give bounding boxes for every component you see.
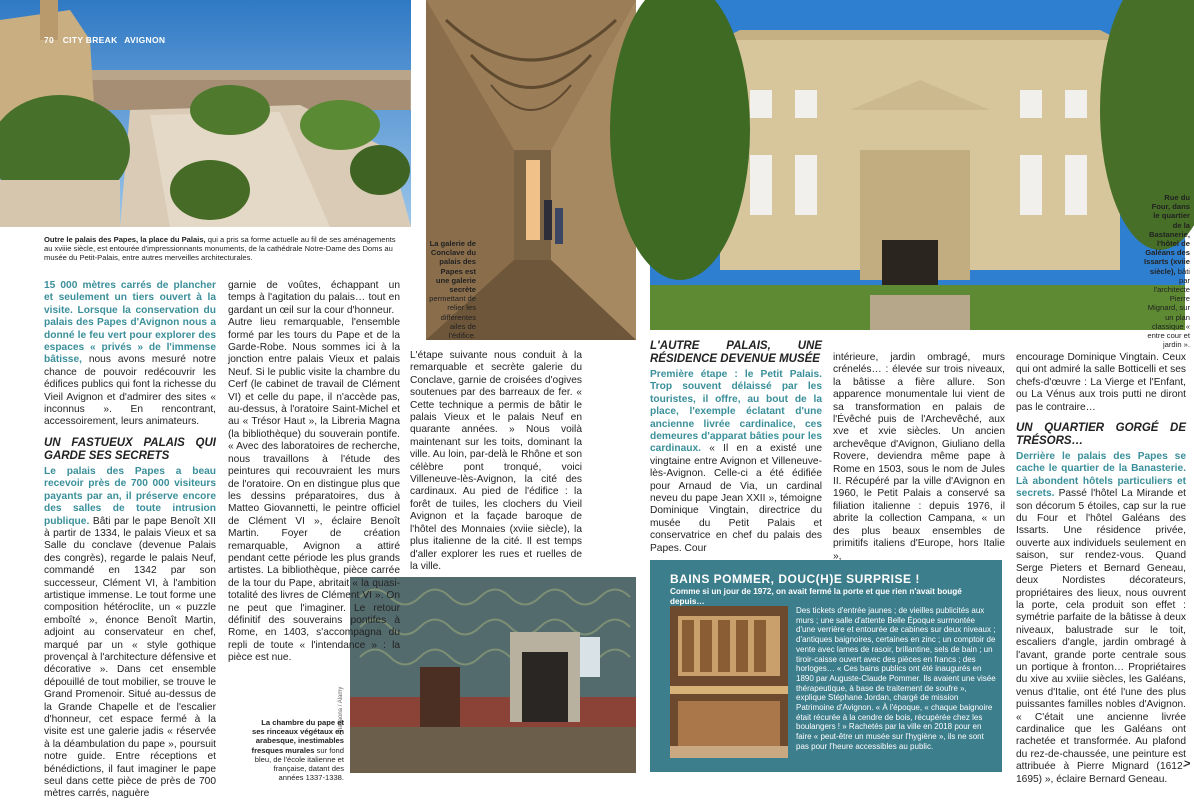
photo-credit: Anacaona / Alamy bbox=[338, 686, 344, 735]
heading-quartier-gorge: UN QUARTIER GORGÉ DE TRÉSORS… bbox=[1016, 422, 1186, 448]
photo-bains-pommer bbox=[670, 606, 788, 758]
heading-fastueux-palais: UN FASTUEUX PALAIS QUI GARDE SES SECRETS bbox=[44, 436, 216, 462]
column-6 bbox=[1016, 352, 1186, 785]
bains-pommer-box bbox=[650, 560, 1002, 772]
bains-illustration bbox=[670, 606, 788, 758]
section-label: CITY BREAK bbox=[62, 35, 118, 45]
banasterie-lead: Derrière le palais des Papes se cache le quartier de la Banasterie. Là abondent hôtels particuliers et secrets. bbox=[1016, 451, 1186, 500]
page-header bbox=[44, 35, 165, 45]
caption-bastanerie-text: bâti par l'architecte Pierre Mignard, sur un plan classique « entre cour et jardin ». bbox=[1147, 266, 1190, 350]
hotel-illustration bbox=[650, 0, 1185, 330]
column-5 bbox=[833, 352, 1005, 562]
heading-autre-palais: L'AUTRE PALAIS, UNE RÉSIDENCE DEVENUE MUSÉE bbox=[650, 340, 822, 365]
petit-palais-text: « Il en a existé une vingtaine entre Avignon et Villeneuve-lès-Avignon. Celle-ci a été édifiée pour Arnaud de Via, un cardinal neveu du pape Jean XXII », témoigne Dominique Vingtain, directrice du musée du Petit Palais et conservatrice en chef du palais des Papes. Cour bbox=[650, 443, 822, 554]
caption-galerie-bold: La galerie de Conclave du palais des Papes est une galerie secrète bbox=[429, 239, 476, 295]
caption-place-du-palais-bold: Outre le palais des Papes, la place du Palais, bbox=[44, 235, 206, 244]
caption-chambre bbox=[248, 718, 344, 782]
box-subtitle: Comme si un jour de 1972, on avait fermé la porte et que rien n'avait bougé depuis… bbox=[670, 587, 962, 606]
column-3-para-1: L'étape suivante nous conduit à la remarquable et secrète galerie du Conclave, garnie de croisées d'ogives soutenues par des barreaux de fer. « Cette technique a permis de bâtir le palais Vieux et le palais Neuf en quarante années. » Nous voilà maintenant sur les toits, dominant la ville. Au loin, par-delà le Rhône et son célèbre pont tronqué, voici Villeneuve-lès-Avignon, la cité des cardinaux. Au pied de l'édifice : la forêt de tuiles, les clochers du Vieil Avignon et la façade baroque de l'hôtel des Monnaies (xviie siècle), la plus italienne de la cité. Il est temps d'aller explorer les rues et ruelles de la ville. bbox=[410, 350, 582, 572]
column-2-para-1: garnie de voûtes, échappant un temps à l'agitation du palais… tout en gardant un œil sur la cour d'honneur. bbox=[228, 280, 400, 316]
column-4 bbox=[650, 340, 822, 555]
column-6-para-1: encourage Dominique Vingtain. Ceux qui ont admiré la salle Botticelli et ses chefs-d'œuvre : La Vierge et l'Enfant, ou La Vénus aux trois putti ne diront pas le contraire… bbox=[1016, 352, 1186, 413]
column-6-para-2 bbox=[1016, 451, 1186, 786]
caption-bastanerie-bold: Rue du Four, dans le quartier de la Bastanerie, l'hôtel de Galéans des Issarts (xviie siècle), bbox=[1144, 193, 1191, 276]
page-number: 70 bbox=[44, 35, 55, 45]
caption-place-du-palais-text: qui a pris sa forme actuelle au fil de ses aménagements au xviiie siècle, est entourée d'impressionnants monuments, de la cathédrale Notre-Dame des Doms au musée du Petit-Palais, entre autres merveilles architecturales. bbox=[44, 235, 396, 263]
column-5-para-1: intérieure, jardin ombragé, murs crénelés… : élevée sur trois niveaux, la bâtisse a fière allure. Son apparence monumentale lui vient de sa transformation en palais de l'Évêché puis de l'Archevêché, aux xve et xvie siècles. Un ancien archevêque d'Avignon, Giuliano della Rovere, deviendra même pape à Rome en 1503, sous le nom de Jules II. Récupéré par la ville d'Avignon en 1960, le Petit Palais a conservé sa filiation italienne : depuis 1976, il abrite la collection Campana, « un des plus beaux ensembles de primitifs italiens d'Europe, hors Italie », bbox=[833, 352, 1005, 562]
caption-bastanerie bbox=[1144, 193, 1190, 349]
palais-lead: Le palais des Papes a beau recevoir près de 700 000 visiteurs payants par an, il préserve encore des salles de toute intrusion publique. bbox=[44, 465, 216, 527]
column-1-para-2 bbox=[44, 466, 216, 801]
banasterie-text: Passé l'hôtel La Mirande et son décorum 5 étoiles, cap sur la rue du Four et l'hôtel Galéans des Issarts. Une résidence privée, ouverte aux individuels seulement en saison, sur rendez-vous. Quand Serge Pieters et Bernard Geneau, deux Nordistes décorateurs, propriétaires des lieux, nous ouvrent la porte, cela produit son effet : symétrie parfaite de la bâtisse à deux niveaux, balustrade sur le toit, escaliers d'angle, jardin ombragé à l'avant, grande porte centrale sous un portique à fronton… Propriétaires du xive au xviiie siècles, les Galéans, venus d'Italie, ont été l'une des plus puissantes familles nobles d'Avignon. « C'était une ancienne livrée cardinalice que les Galéans ont rachetée et transformée. Au plafond du rez-de-chaussée, une peinture est attribuée à Pierre Mignard (1612-1695) », éclaire Bernard Geneau. bbox=[1016, 488, 1186, 785]
city-label: AVIGNON bbox=[124, 35, 166, 45]
column-2 bbox=[228, 280, 400, 680]
box-title: BAINS POMMER, DOUC(H)E SURPRISE ! bbox=[670, 572, 920, 586]
caption-chambre-text: sur fond bleu, de l'école italienne et française, datant des années 1337-1338. bbox=[254, 745, 344, 783]
intro-text: nous avons mesuré notre chance de pouvoir redécouvrir les édifices publics qui font la richesse du Vieil Avignon et d'admirer des sites « inconnus ». En rencontrant, accessoirement, leurs animateurs. bbox=[44, 354, 216, 428]
column-2-para-2: Autre lieu remarquable, l'ensemble formé par les tours du Pape et de la Garde-Robe. Nous sommes ici à la jonction entre palais Vieux et palais Neuf. Si le public visite la chambre du Cerf (le cabinet de travail de Clément VI) et celle du pape, il n'accède pas, au-dessus, à l'oratoire Saint-Michel et au « Trésor Haut », la Libreria Magna (la bibliothèque) du souverain pontife. « Avec des laboratoires de recherche, nous travaillons à l'étude des peintures qui recouvraient les murs de l'oratoire. On en distingue plus que les dessins préparatoires, dus à Matteo Giovannetti, le peintre officiel de Clément VI », éclaire Benoît Martin. Foyer de création remarquable, Avignon a attiré pendant cette période les plus grands artistes. La bibliothèque, pièce carrée de la tour du Pape, abritait « la quasi-totalité des livres de Clément VI ». On ne peut que l'imaginer. Le retour définitif des souverains pontifes à Rome, en 1403, s'accompagna du repli de toute « l'intendance » : la pièce est nue. bbox=[228, 317, 400, 664]
caption-galerie-text: permettant de relier les différentes ailes de l'édifice. bbox=[429, 294, 476, 341]
photo-hotel-galeans bbox=[650, 0, 1185, 330]
caption-chambre-bold: La chambre du pape et ses rinceaux végétaux en arabesque, inestimables fresques murales bbox=[251, 718, 344, 755]
intro-lead: 15 000 mètres carrés de plancher et seulement un tiers ouvert à la visite. Lorsque la conservation du palais des Papes d'Avignon nous a donné le feu vert pour explorer des espaces « privés » de l'immense bâtisse, bbox=[44, 280, 216, 366]
column-1-para-1 bbox=[44, 280, 216, 429]
continue-arrow: > bbox=[1184, 758, 1191, 770]
caption-galerie bbox=[426, 239, 476, 340]
box-text: Des tickets d'entrée jaunes ; de vieilles publicités aux murs ; une salle d'attente Belle Époque surmontée d'une verrière et entourée de cabines sur deux niveaux ; d'antiques baignoires, certaines en zinc ; un comptoir de vente avec lames de rasoir, brillantine, sels de bain ; un tiroir-caisse ouvert avec des pièces en francs ; des horloges… « Ces bains publics ont été inaugurés en 1890 par Auguste-Claude Pommer. Ils avaient une visée thérapeutique, à base de traitement de soufre », explique Stéphane Jordan, chargé de mission Patrimoine d'Avignon. « À l'époque, « chaque baignoire était récurée à la cendre de bois, récupérée chez les boulangers ! » Rachetés par la ville en 2018 pour en faire « peut-être un musée sur l'hygiène », ils ne sont pas pour l'heure accessibles au public. bbox=[796, 606, 996, 751]
column-1 bbox=[44, 280, 216, 800]
petit-palais-lead: Première étape : le Petit Palais. Trop souvent délaissé par les touristes, il offre, au bout de la place, l'exemple éclatant d'une ancienne livrée cardinalice, ces demeures d'apparat bâties pour les cardinaux. bbox=[650, 369, 822, 455]
palais-text: Bâti par le pape Benoît XII à partir de 1334, le palais Vieux et sa Salle du conclave (devenue Palais des congrès), regarde le palais Neuf, commandé en 1342 par son successeur, Clément VI, à l'ambition artistique immense. Le tout forme une composition hétéroclite, un « puzzle emboîté », énonce Benoît Martin, adjoint au conservateur en chef, marqué par un « style gothique provençal à l'architecture défensive et décorative ». Dans cet ensemble dépouillé de tout mobilier, se trouve le Grand Promenoir. Situé au-dessus de la Grande Chapelle et de l'escalier d'honneur, cet espace fermé à la visite est une galerie jadis « réservée à la déambulation du pape », poursuit notre guide. Entre réceptions et bénédictions, il faut imaginer le pape seul dans cette pièce de près de 700 mètres carrés, naguère bbox=[44, 515, 216, 800]
column-4-para-1 bbox=[650, 369, 822, 555]
caption-place-du-palais bbox=[44, 235, 406, 263]
column-3 bbox=[410, 350, 582, 572]
